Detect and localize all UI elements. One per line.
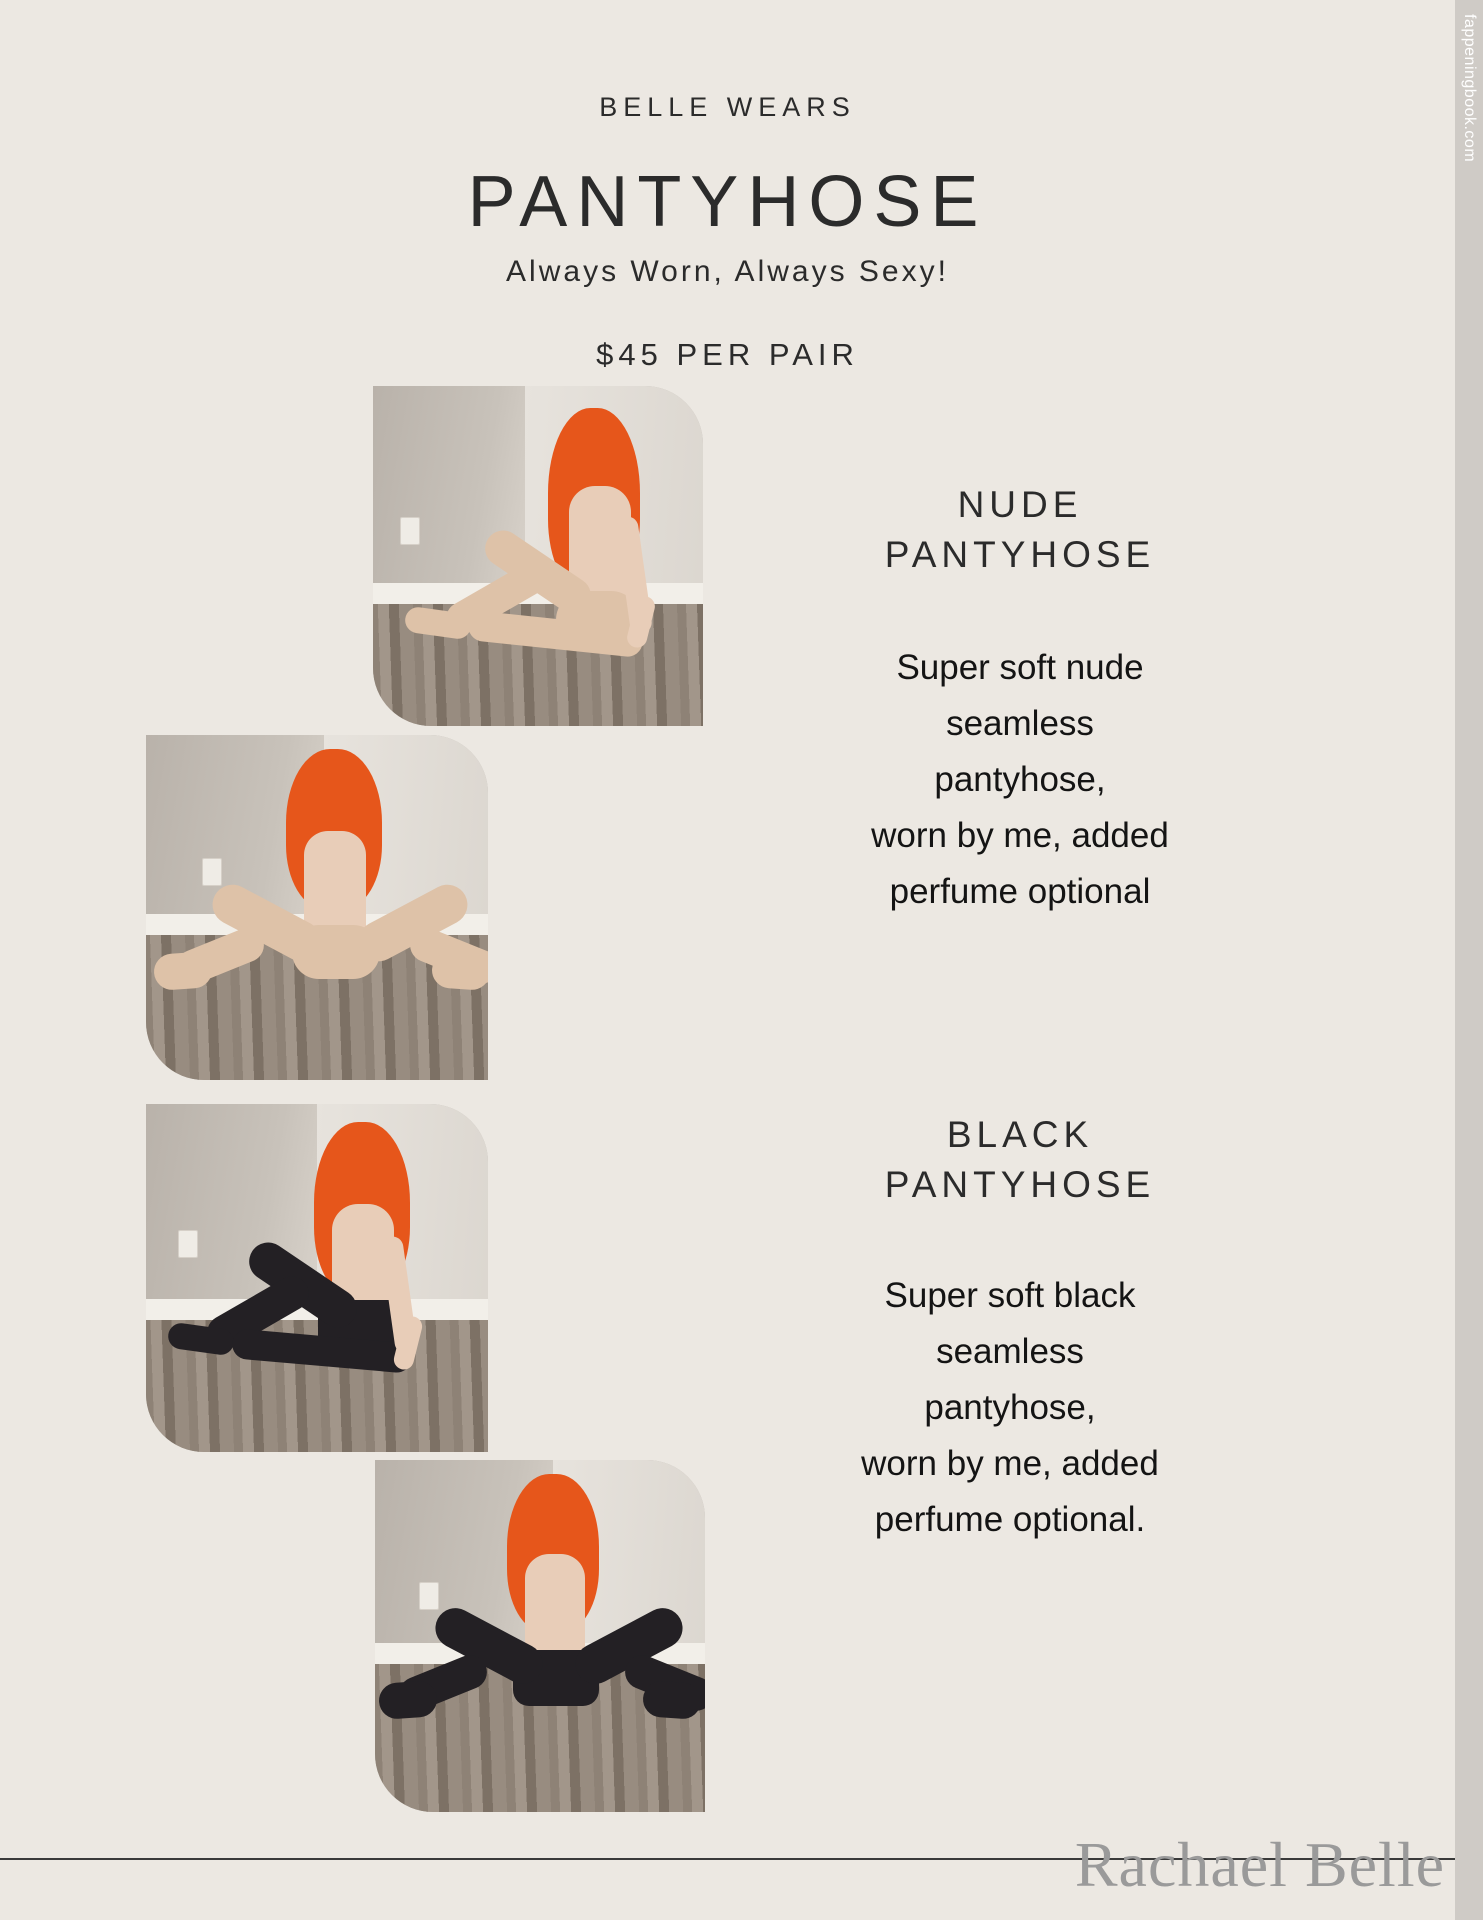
price-label: $45 PER PAIR <box>596 337 859 372</box>
photo-scene <box>146 1104 488 1452</box>
foot-right <box>642 1680 702 1720</box>
section-body-nude-line: worn by me, added <box>871 816 1169 855</box>
section-title-nude <box>800 480 1240 580</box>
section-title-black-line1: BLACK <box>946 1114 1094 1155</box>
watermark-text: fappeningbook.com <box>1461 14 1478 163</box>
section-body-nude-line: pantyhose, <box>934 760 1106 799</box>
section-title-nude-line1: NUDE <box>957 484 1083 525</box>
section-body-black-line: seamless <box>936 1332 1084 1371</box>
section-body-black-line: Super soft black <box>884 1276 1136 1315</box>
section-body-nude-line: seamless <box>946 704 1094 743</box>
photo-scene <box>146 735 488 1080</box>
foot-left <box>378 1680 438 1720</box>
black-pantyhose-photo-seated-side <box>146 1104 488 1452</box>
foot-right <box>431 951 488 991</box>
nude-pantyhose-photo-legs-spread <box>146 735 488 1080</box>
section-body-black-line: worn by me, added <box>861 1444 1159 1483</box>
document-header <box>0 0 1455 373</box>
nude-pantyhose-photo-seated-side <box>373 386 703 726</box>
photo-scene <box>373 386 703 726</box>
watermark-strip <box>1455 0 1483 1920</box>
model-figure <box>373 386 703 726</box>
page-title: PANTYHOSE <box>467 162 988 242</box>
header-eyebrow: BELLE WEARS <box>599 92 856 122</box>
section-body-black-line: perfume optional. <box>874 1500 1146 1539</box>
signature: Rachael Belle <box>1074 1829 1445 1900</box>
section-title-black <box>800 1110 1240 1210</box>
model-figure <box>375 1460 705 1812</box>
foot-left <box>153 951 213 991</box>
section-body-nude <box>770 640 1270 920</box>
section-body-black <box>760 1268 1260 1548</box>
header-subtitle: Always Worn, Always Sexy! <box>506 255 949 288</box>
section-body-nude-line: Super soft nude <box>896 648 1144 687</box>
section-title-black-line2: PANTYHOSE <box>884 1163 1156 1205</box>
model-figure <box>146 1104 488 1452</box>
black-pantyhose-photo-legs-spread <box>375 1460 705 1812</box>
section-title-nude-line2: PANTYHOSE <box>884 533 1156 575</box>
section-body-black-line: pantyhose, <box>924 1388 1096 1427</box>
model-figure <box>146 735 488 1080</box>
photo-scene <box>375 1460 705 1812</box>
section-body-nude-line: perfume optional <box>889 872 1151 911</box>
